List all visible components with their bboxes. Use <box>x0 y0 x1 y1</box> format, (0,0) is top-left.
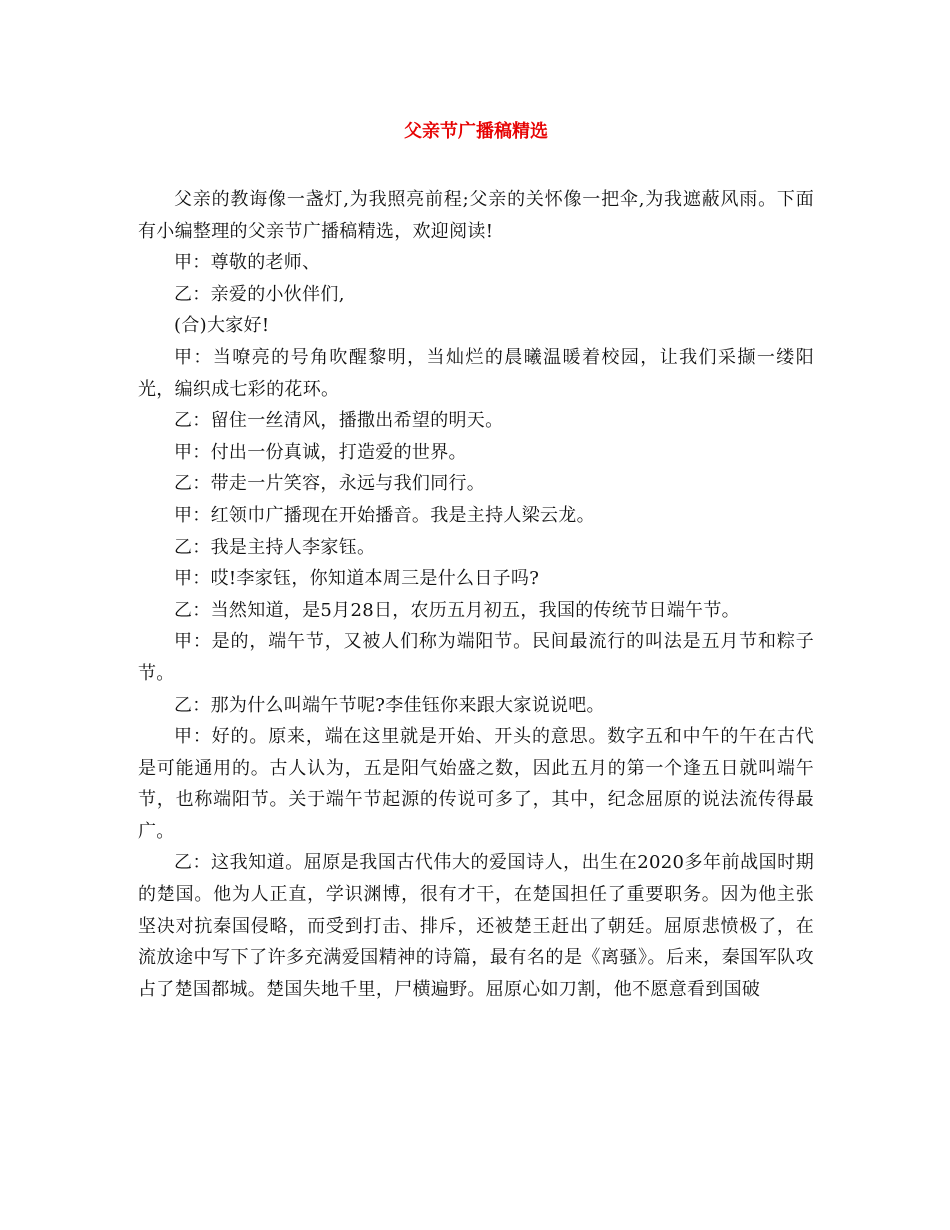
paragraph-line: 甲：付出一份真诚，打造爱的世界。 <box>174 441 467 463</box>
paragraph-line: 甲：当嘹亮的号角吹醒黎明，当灿烂的晨曦温暖着校园，让我们采撷一缕阳光，编织成七彩的花环。 <box>138 346 814 400</box>
document-page <box>138 118 814 1005</box>
paragraph-line: 甲：尊敬的老师、 <box>174 252 321 274</box>
paragraph-line: 甲：是的，端午节，又被人们称为端阳节。民间最流行的叫法是五月节和粽子节。 <box>138 631 814 684</box>
paragraph-line: 乙：带走一片笑容，永远与我们同行。 <box>174 473 486 495</box>
paragraph-line: 乙：留住一丝清风，播撒出希望的明天。 <box>174 410 504 432</box>
paragraph-line: 甲：哎!李家钰，你知道本周三是什么日子吗? <box>174 568 540 590</box>
paragraph-line: 甲：好的。原来，端在这里就是开始、开头的意思。数字五和中午的午在古代是可能通用的。古人认为，五是阳气始盛之数，因此五月的第一个逢五日就叫端午节，也称端阳节。关于端午节起源的传说可多了，其中，纪念屈原的说法流传得最广。 <box>138 726 814 842</box>
paragraph-line: 乙：我是主持人李家钰。 <box>174 536 376 558</box>
paragraph-line: 乙：亲爱的小伙伴们, <box>174 283 345 305</box>
paragraph-intro: 父亲的教诲像一盏灯,为我照亮前程;父亲的关怀像一把伞,为我遮蔽风雨。下面有小编整理的父亲节广播稿精选，欢迎阅读! <box>138 189 814 242</box>
paragraph-line: 乙：当然知道，是5月28日，农历五月初五，我国的传统节日端午节。 <box>174 599 740 621</box>
paragraph-line: (合)大家好! <box>174 315 270 337</box>
paragraph-line: 乙：这我知道。屈原是我国古代伟大的爱国诗人，出生在2020多年前战国时期的楚国。他为人正直，学识渊博，很有才干，在楚国担任了重要职务。因为他主张坚决对抗秦国侵略，而受到打击、排斥，还被楚王赶出了朝廷。屈原悲愤极了，在流放途中写下了许多充满爱国精神的诗篇，最有名的是《离骚》。后来，秦国军队攻占了楚国都城。楚国失地千里，尸横遍野。屈原心如刀割，他不愿意看到国破 <box>138 852 814 1000</box>
paragraph-line: 甲：红领巾广播现在开始播音。我是主持人梁云龙。 <box>174 504 595 526</box>
paragraph-line: 乙：那为什么叫端午节呢?李佳钰你来跟大家说说吧。 <box>174 694 605 716</box>
document-title: 父亲节广播稿精选 <box>404 121 548 142</box>
